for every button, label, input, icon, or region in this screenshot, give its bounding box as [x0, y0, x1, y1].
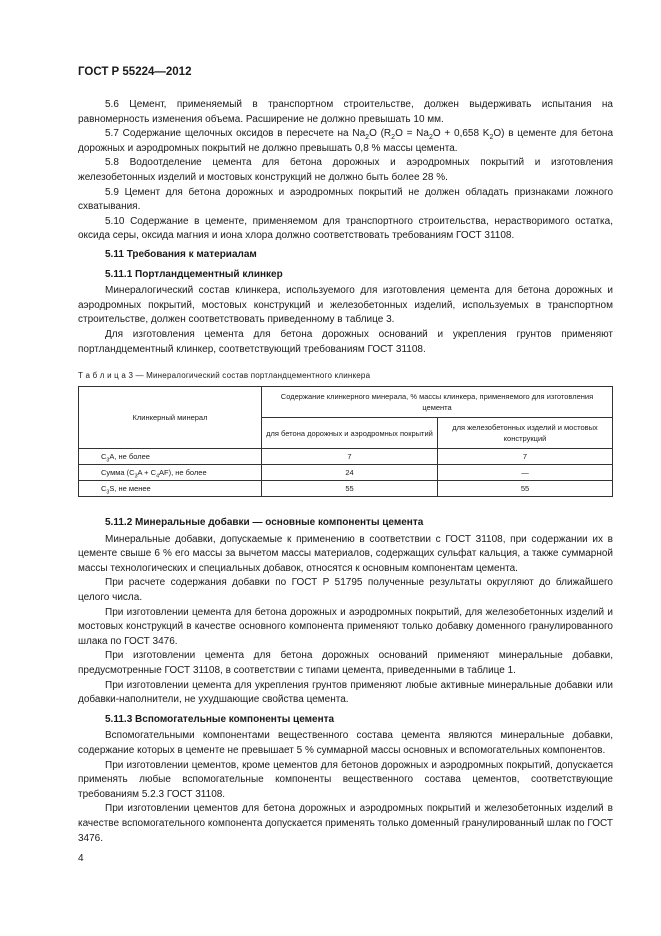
table-cell-mineral: Сумма $(C_3A + C_4AF)$, не более [79, 465, 262, 481]
paragraph-5-9: 5.9 Цемент для бетона дорожных и аэродромных покрытий не должен обладать признаками ложного схватывания. [78, 186, 613, 213]
paragraph-5-11-1-b: Для изготовления цемента для бетона дорожных оснований и укрепления грунтов применяют портландцементный клинкер, соответствующий требованиям ГОСТ 31108. [78, 328, 613, 355]
section-5-11-2-title: 5.11.2 Минеральные добавки — основные компоненты цемента [105, 517, 424, 529]
table-cell-value: 7 [262, 449, 438, 465]
paragraph-5-11-2-b: При расчете содержания добавки по ГОСТ Р 51795 полученные результаты округляют до ближайшего целого числа. [78, 577, 613, 604]
paragraph-5-11-3-c: При изготовлении цементов для бетона дорожных и аэродромных покрытий и железобетонных изделий в качестве вспомогательного компонента допускается применять только доменный гранулированный шлак по ГОСТ 3476. [78, 803, 613, 844]
table-3 [78, 386, 613, 497]
paragraph-5-10: 5.10 Содержание в цементе, применяемом для транспортного строительства, нерастворимого остатка, оксида серы, оксида магния и иона хлора должно соответствовать требованиям ГОСТ 31108. [78, 215, 613, 242]
section-5-11-3-title: 5.11.3 Вспомогательные компоненты цемента [105, 713, 335, 725]
document-header: ГОСТ Р 55224—2012 [78, 66, 192, 78]
paragraph-5-11-1-a: Минералогический состав клинкера, используемого для изготовления цемента для бетона дорожных и аэродромных покрытий, мостовых конструкций и железобетонных изделий, используемых в транспортном строительстве, должен соответствовать приведенному в таблице 3. [78, 285, 613, 326]
table-cell-value: 24 [262, 465, 438, 481]
paragraph-5-7: 5.7 Содержание щелочных оксидов в пересчете на $Na_2O$ ($R_2O = Na_2O + 0,658$ $K_2O$) в цементе для бетона дорожных и аэродромных покрытий не должно превышать 0,8 % массы цемента. [78, 128, 614, 154]
paragraph-5-11-2-e: При изготовлении цемента для укрепления грунтов применяют любые активные минеральные добавки или добавки-наполнители, не ухудшающие свойства цемента. [78, 679, 613, 706]
table-cell-value: — [438, 465, 613, 481]
table-cell-value: 55 [438, 481, 613, 497]
paragraph-5-11-2-a: Минеральные добавки, допускаемые к применению в соответствии с ГОСТ 31108, при содержании их в цементе свыше 6 % его массы за вычетом массы материалов, содержащих сульфат кальция, а также суммарной массы технологических и специальных добавок, относятся к основным компонентам цемента. [78, 533, 613, 574]
paragraph-5-8: 5.8 Водоотделение цемента для бетона дорожных и аэродромных покрытий и изготовления железобетонных изделий и мостовых конструкций не должно быть более 28 %. [78, 157, 613, 183]
table-row [79, 449, 613, 465]
table-row [79, 481, 613, 497]
table-cell-mineral: $C_3S$, не менее [79, 481, 262, 497]
table-header-mineral: Клинкерный минерал [79, 387, 262, 449]
paragraph-5-6: 5.6 Цемент, применяемый в транспортном строительстве, должен выдерживать испытания на равномерность изменения объема. Расширение не должно превышать 10 мм. [78, 99, 613, 125]
table-header-road: для бетона дорожных и аэродромных покрытий [262, 418, 438, 449]
table-row [79, 465, 613, 481]
table-cell-value: 7 [438, 449, 613, 465]
table-header-group: Содержание клинкерного минерала, % массы клинкера, применяемого для изготовления цемента [262, 387, 613, 418]
table-header-ferro: для железобетонных изделий и мостовых конструкций [438, 418, 613, 449]
table-cell-mineral: $C_3A$, не более [79, 449, 262, 465]
paragraph-5-11-2-d: При изготовлении цемента для бетона дорожных оснований применяют минеральные добавки, предусмотренные ГОСТ 31108, в соответствии с типами цемента, приведенными в таблице 1. [78, 650, 613, 677]
section-5-11-title: 5.11 Требования к материалам [105, 248, 257, 260]
paragraph-5-11-3-b: При изготовлении цементов, кроме цементов для бетонов дорожных и аэродромных покрытий, допускается применять любые вспомогательные компоненты вещественного состава цементов, соответствующие требованиям 5.2.3 ГОСТ 31108. [78, 759, 613, 800]
table-cell-value: 55 [262, 481, 438, 497]
paragraph-5-11-3-a: Вспомогательными компонентами вещественного состава цемента являются минеральные добавки, содержание которых в цементе не превышает 5 % суммарной массы основных и вспомогательных компонентов. [78, 730, 613, 756]
section-5-11-1-title: 5.11.1 Портландцементный клинкер [105, 268, 283, 280]
paragraph-5-11-2-c: При изготовлении цемента для бетона дорожных и аэродромных покрытий, для железобетонных изделий и мостовых конструкций в качестве основного компонента применяют только добавку доменного гранулированного шлака по ГОСТ 3476. [78, 606, 613, 647]
table-3-caption: Т а б л и ц а 3 — Минералогический состав портландцементного клинкера [78, 371, 371, 381]
page-number: 4 [78, 853, 84, 864]
